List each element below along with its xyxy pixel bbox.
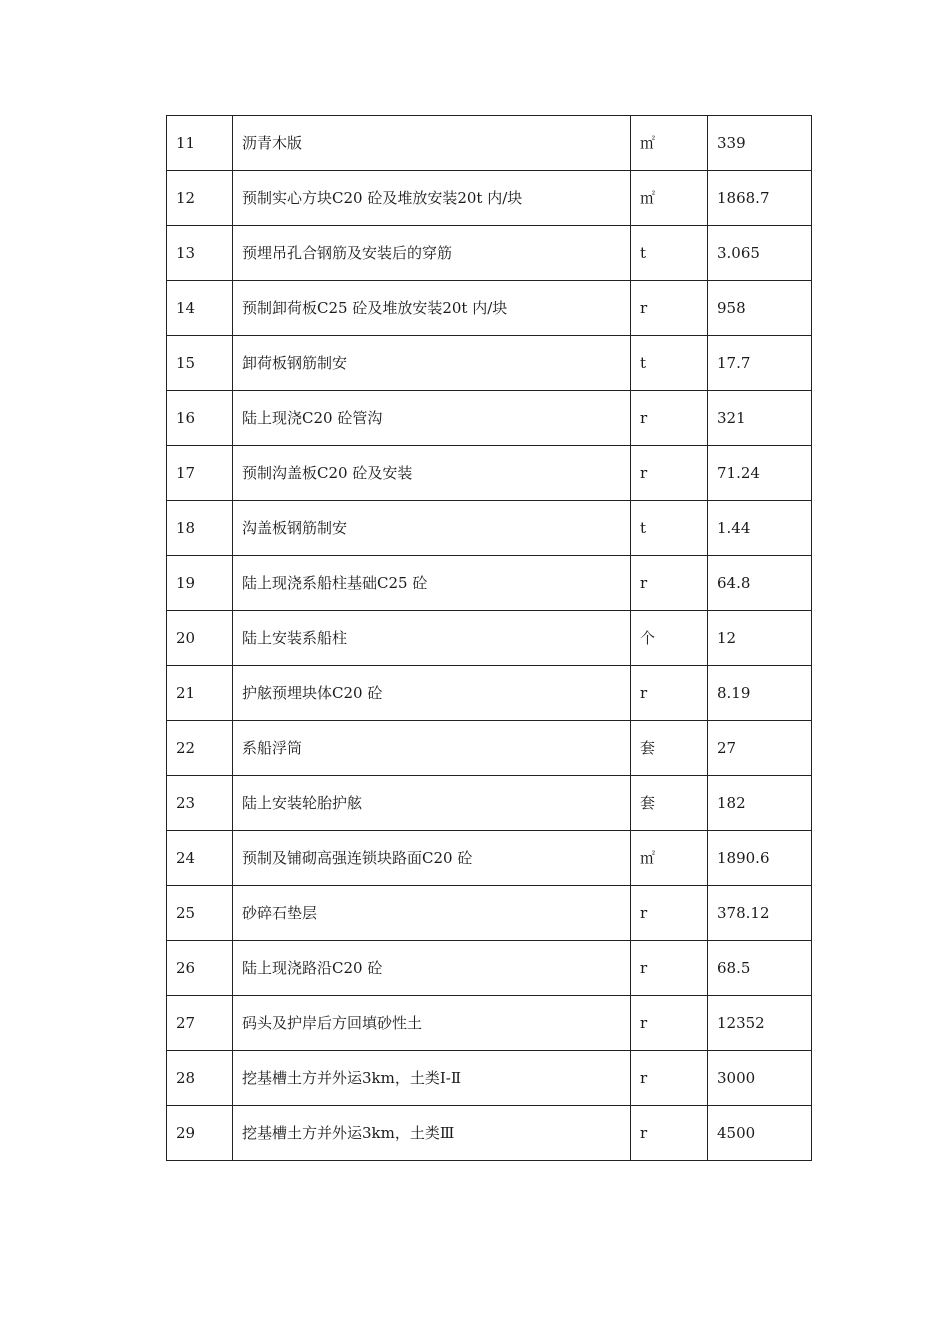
- unit-cell: r: [631, 1106, 708, 1161]
- item-description-cell: 砂碎石垫层: [233, 886, 631, 941]
- unit-cell: r: [631, 996, 708, 1051]
- quantity-cell: 3.065: [708, 226, 812, 281]
- table-row: [167, 721, 812, 776]
- table-row: [167, 501, 812, 556]
- table-row: [167, 776, 812, 831]
- quantity-cell: 1.44: [708, 501, 812, 556]
- item-description-cell: 预埋吊孔合钢筋及安装后的穿筋: [233, 226, 631, 281]
- unit-cell: r: [631, 1051, 708, 1106]
- table-row: [167, 281, 812, 336]
- table-row: [167, 226, 812, 281]
- item-description-cell: 陆上安装轮胎护舷: [233, 776, 631, 831]
- table-row: [167, 1051, 812, 1106]
- item-number-cell: 11: [167, 116, 233, 171]
- quantity-cell: 3000: [708, 1051, 812, 1106]
- unit-cell: 套: [631, 776, 708, 831]
- item-description-cell: 陆上现浇系船柱基础C25 砼: [233, 556, 631, 611]
- table-row: [167, 941, 812, 996]
- quantities-table-body: [167, 116, 812, 1161]
- unit-cell: t: [631, 226, 708, 281]
- item-number-cell: 27: [167, 996, 233, 1051]
- item-number-cell: 19: [167, 556, 233, 611]
- quantity-cell: 1890.6: [708, 831, 812, 886]
- table-row: [167, 556, 812, 611]
- item-number-cell: 14: [167, 281, 233, 336]
- unit-cell: r: [631, 446, 708, 501]
- quantity-cell: 17.7: [708, 336, 812, 391]
- table-row: [167, 446, 812, 501]
- item-number-cell: 16: [167, 391, 233, 446]
- unit-cell: r: [631, 391, 708, 446]
- unit-cell: ㎡: [631, 116, 708, 171]
- item-description-cell: 挖基槽土方并外运3km，土类Ⅲ: [233, 1106, 631, 1161]
- item-description-cell: 陆上安装系船柱: [233, 611, 631, 666]
- unit-cell: t: [631, 501, 708, 556]
- item-description-cell: 预制卸荷板C25 砼及堆放安装20t 内/块: [233, 281, 631, 336]
- item-number-cell: 22: [167, 721, 233, 776]
- item-number-cell: 21: [167, 666, 233, 721]
- unit-cell: r: [631, 281, 708, 336]
- item-description-cell: 沟盖板钢筋制安: [233, 501, 631, 556]
- table-row: [167, 116, 812, 171]
- table-row: [167, 996, 812, 1051]
- table-row: [167, 666, 812, 721]
- item-number-cell: 15: [167, 336, 233, 391]
- item-number-cell: 17: [167, 446, 233, 501]
- unit-cell: r: [631, 886, 708, 941]
- quantity-cell: 64.8: [708, 556, 812, 611]
- unit-cell: 套: [631, 721, 708, 776]
- quantity-cell: 1868.7: [708, 171, 812, 226]
- item-description-cell: 陆上现浇路沿C20 砼: [233, 941, 631, 996]
- item-description-cell: 系船浮筒: [233, 721, 631, 776]
- table-row: [167, 831, 812, 886]
- item-number-cell: 28: [167, 1051, 233, 1106]
- unit-cell: 个: [631, 611, 708, 666]
- quantities-table: [166, 115, 812, 1161]
- quantity-cell: 8.19: [708, 666, 812, 721]
- item-number-cell: 18: [167, 501, 233, 556]
- quantity-cell: 68.5: [708, 941, 812, 996]
- unit-cell: ㎡: [631, 831, 708, 886]
- item-number-cell: 12: [167, 171, 233, 226]
- item-number-cell: 23: [167, 776, 233, 831]
- item-description-cell: 预制沟盖板C20 砼及安装: [233, 446, 631, 501]
- item-number-cell: 29: [167, 1106, 233, 1161]
- item-description-cell: 码头及护岸后方回填砂性土: [233, 996, 631, 1051]
- table-row: [167, 886, 812, 941]
- quantity-cell: 182: [708, 776, 812, 831]
- item-description-cell: 预制及铺砌高强连锁块路面C20 砼: [233, 831, 631, 886]
- item-description-cell: 沥青木版: [233, 116, 631, 171]
- unit-cell: r: [631, 941, 708, 996]
- table-row: [167, 1106, 812, 1161]
- table-row: [167, 611, 812, 666]
- quantity-cell: 321: [708, 391, 812, 446]
- item-description-cell: 挖基槽土方并外运3km，土类Ⅰ-Ⅱ: [233, 1051, 631, 1106]
- unit-cell: ㎡: [631, 171, 708, 226]
- item-number-cell: 26: [167, 941, 233, 996]
- unit-cell: r: [631, 666, 708, 721]
- table-row: [167, 336, 812, 391]
- quantity-cell: 12352: [708, 996, 812, 1051]
- quantity-cell: 4500: [708, 1106, 812, 1161]
- item-description-cell: 护舷预埋块体C20 砼: [233, 666, 631, 721]
- item-description-cell: 预制实心方块C20 砼及堆放安装20t 内/块: [233, 171, 631, 226]
- item-description-cell: 陆上现浇C20 砼管沟: [233, 391, 631, 446]
- quantity-cell: 958: [708, 281, 812, 336]
- item-number-cell: 20: [167, 611, 233, 666]
- item-number-cell: 25: [167, 886, 233, 941]
- quantity-cell: 27: [708, 721, 812, 776]
- item-description-cell: 卸荷板钢筋制安: [233, 336, 631, 391]
- item-number-cell: 24: [167, 831, 233, 886]
- unit-cell: t: [631, 336, 708, 391]
- quantity-cell: 339: [708, 116, 812, 171]
- unit-cell: r: [631, 556, 708, 611]
- quantity-cell: 12: [708, 611, 812, 666]
- quantity-cell: 71.24: [708, 446, 812, 501]
- quantity-cell: 378.12: [708, 886, 812, 941]
- table-row: [167, 391, 812, 446]
- table-row: [167, 171, 812, 226]
- item-number-cell: 13: [167, 226, 233, 281]
